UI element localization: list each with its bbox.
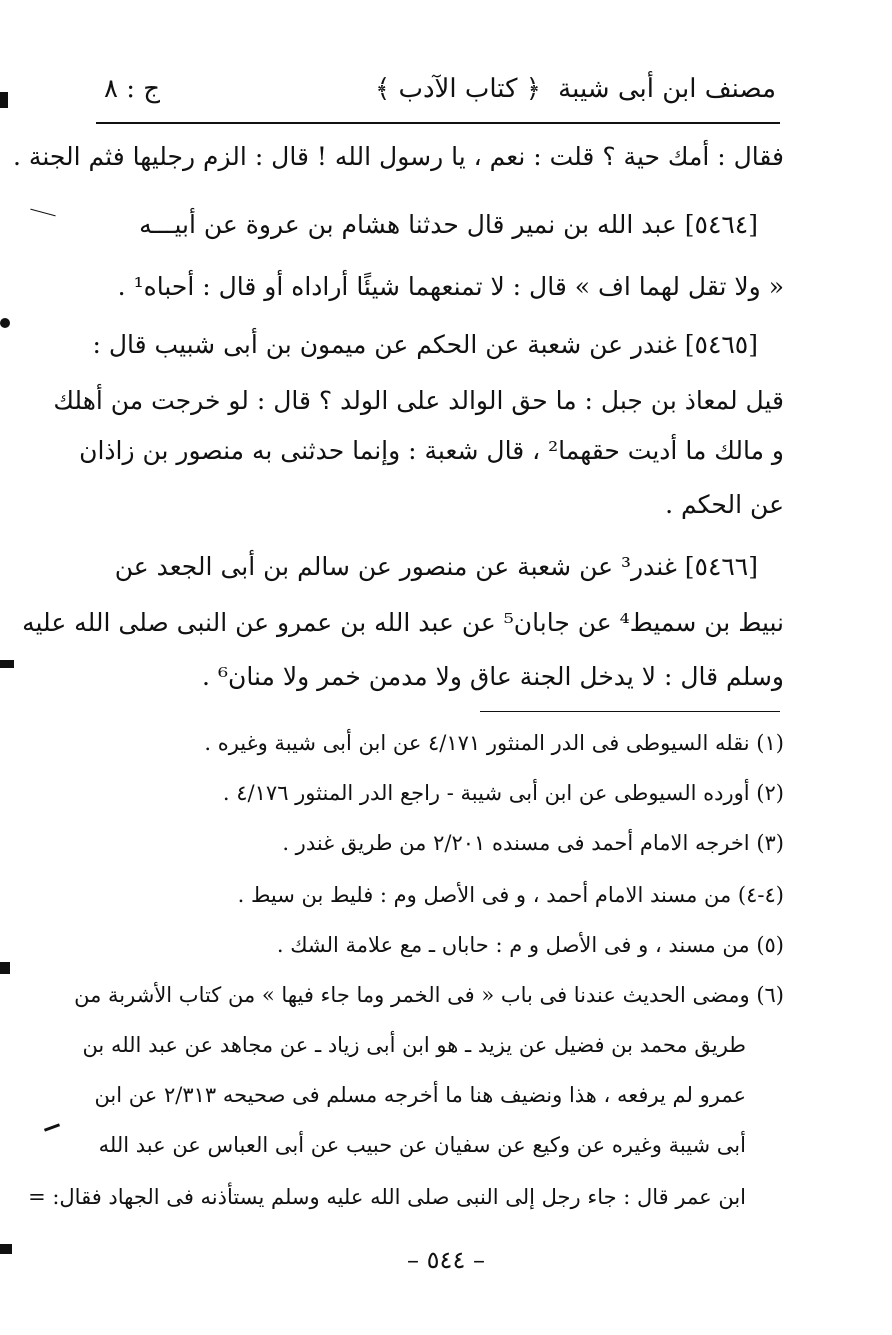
page-number: – ٥٤٤ – xyxy=(407,1246,485,1274)
footnote-continuation: عمرو لم يرفعه ، هذا ونضيف هنا ما أخرجه مسلم فى صحيحه ٢/٣١٣ عن ابن xyxy=(94,1083,746,1107)
body-line: [٥٤٦٤] عبد الله بن نمير قال حدثنا هشام بن عروة عن أبيـــه xyxy=(139,210,758,239)
body-line: عن الحكم . xyxy=(665,490,784,519)
footnote: (١) نقله السيوطى فى الدر المنثور ٤/١٧١ عن ابن أبى شيبة وغيره . xyxy=(204,731,784,755)
footnote: (٢) أورده السيوطى عن ابن أبى شيبة - راجع الدر المنثور ٤/١٧٦ . xyxy=(222,781,784,805)
section-title: ﴿ كتاب الآدب ﴾ xyxy=(375,74,541,104)
body-line: [٥٤٦٥] غندر عن شعبة عن الحكم عن ميمون بن أبى شبيب قال : xyxy=(92,330,758,359)
footnote: (٣) اخرجه الامام أحمد فى مسنده ٢/٢٠١ من طريق غندر . xyxy=(282,831,784,855)
scan-mark xyxy=(0,92,8,108)
body-line: قيل لمعاذ بن جبل : ما حق الوالد على الولد ؟ قال : لو خرجت من أهلك xyxy=(53,386,784,415)
footnote: (٤-٤) من مسند الامام أحمد ، و فى الأصل وم : فليط بن سيط . xyxy=(237,883,784,907)
footnote-continuation: ابن عمر قال : جاء رجل إلى النبى صلى الله عليه وسلم يستأذنه فى الجهاد فقال: = xyxy=(28,1185,746,1209)
body-line: و مالك ما أديت حقهما² ، قال شعبة : وإنما حدثنى به منصور بن زاذان xyxy=(79,436,784,465)
header-rule xyxy=(96,122,780,124)
footnote: (٥) من مسند ، و فى الأصل و م : حاباں ـ مع علامة الشك . xyxy=(276,933,784,957)
footnote-rule xyxy=(480,711,780,712)
scan-mark xyxy=(0,962,10,974)
scan-mark xyxy=(0,1244,12,1254)
scan-mark xyxy=(0,318,10,328)
footnote: (٦) ومضى الحديث عندنا فى باب « فى الخمر وما جاء فيها » من كتاب الأشربة من xyxy=(74,983,784,1007)
body-line: نبيط بن سميط⁴ عن جابان⁵ عن عبد الله بن عمرو عن النبى صلى الله عليه xyxy=(22,608,784,637)
scan-mark xyxy=(44,1123,60,1131)
footnote-continuation: طريق محمد بن فضيل عن يزيد ـ هو ابن أبى زياد ـ عن مجاهد عن عبد الله بن xyxy=(82,1033,746,1057)
scan-mark xyxy=(0,660,14,668)
body-line: [٥٤٦٦] غندر³ عن شعبة عن منصور عن سالم بن أبى الجعد عن xyxy=(114,552,758,581)
footnote-continuation: أبى شيبة وغيره عن وكيع عن سفيان عن حبيب عن أبى العباس عن عبد الله xyxy=(98,1133,746,1157)
body-line: فقال : أمك حية ؟ قلت : نعم ، يا رسول الله ! قال : الزم رجليها فثم الجنة . xyxy=(13,142,784,171)
body-line: « ولا تقل لهما اف » قال : لا تمنعهما شيئًا أراداه أو قال : أحباه¹ . xyxy=(117,272,784,301)
page-header xyxy=(98,68,780,112)
body-line: وسلم قال : لا يدخل الجنة عاق ولا مدمن خمر ولا منان⁶ . xyxy=(202,662,784,691)
book-title: مصنف ابن أبى شيبة xyxy=(558,74,776,104)
scan-mark xyxy=(30,209,55,217)
volume-label: ج : ٨ xyxy=(104,74,161,104)
